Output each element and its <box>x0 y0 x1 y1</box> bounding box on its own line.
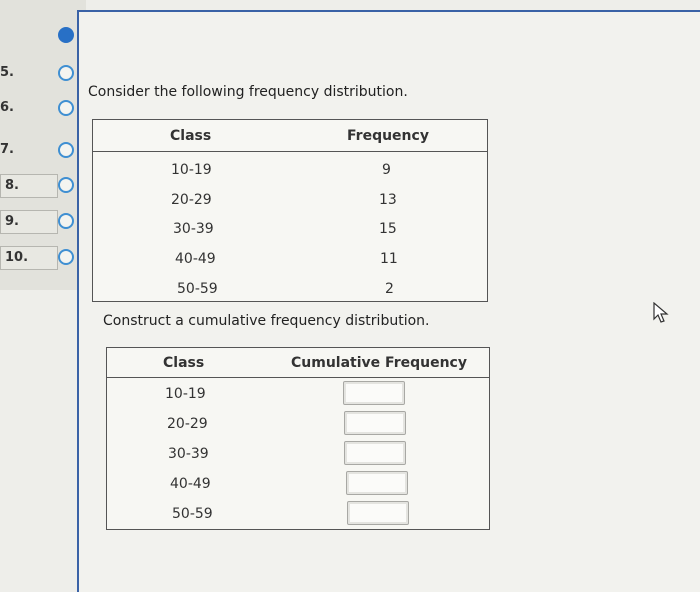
radio-icon[interactable] <box>58 177 74 193</box>
table-cell-class: 40-49 <box>175 251 216 267</box>
nav-item-label: 10. <box>0 246 58 270</box>
table-header <box>93 120 487 152</box>
table-cell-frequency: 11 <box>380 251 398 267</box>
cumulative-frequency-input-10-19[interactable] <box>343 381 405 405</box>
radio-icon[interactable] <box>58 65 74 81</box>
column-header-class: Class <box>170 128 212 144</box>
nav-item-9[interactable] <box>0 204 86 238</box>
nav-item-label: 5. <box>0 65 14 80</box>
nav-item-7[interactable] <box>0 133 86 167</box>
question-instruction: Construct a cumulative frequency distribution. <box>103 313 430 329</box>
radio-icon[interactable] <box>58 249 74 265</box>
table-cell-class: 10-19 <box>165 386 206 402</box>
table-cell-class: 30-39 <box>173 221 214 237</box>
question-prompt: Consider the following frequency distribution. <box>88 84 408 100</box>
cumulative-frequency-input-20-29[interactable] <box>344 411 406 435</box>
frequency-table <box>92 119 488 302</box>
nav-item-label: 9. <box>0 210 58 234</box>
radio-selected-icon[interactable] <box>58 27 74 43</box>
table-cell-frequency: 9 <box>382 162 391 178</box>
cumulative-frequency-input-50-59[interactable] <box>347 501 409 525</box>
cumulative-frequency-input-40-49[interactable] <box>346 471 408 495</box>
column-header-cumulative-frequency: Cumulative Frequency <box>291 355 467 371</box>
column-header-class: Class <box>163 355 205 371</box>
table-cell-class: 20-29 <box>171 192 212 208</box>
radio-icon[interactable] <box>58 213 74 229</box>
radio-icon[interactable] <box>58 100 74 116</box>
nav-item-label: 6. <box>0 100 14 115</box>
cumulative-frequency-table <box>106 347 490 530</box>
table-cell-class: 30-39 <box>168 446 209 462</box>
nav-item-10[interactable] <box>0 240 86 274</box>
nav-item-current[interactable] <box>0 18 86 52</box>
mouse-pointer-icon <box>652 302 670 324</box>
table-header <box>107 348 489 378</box>
nav-item-label: 7. <box>0 142 14 157</box>
table-cell-class: 10-19 <box>171 162 212 178</box>
radio-icon[interactable] <box>58 142 74 158</box>
table-cell-class: 50-59 <box>172 506 213 522</box>
cumulative-frequency-input-30-39[interactable] <box>344 441 406 465</box>
table-cell-frequency: 13 <box>379 192 397 208</box>
table-cell-frequency: 2 <box>385 281 394 297</box>
question-nav <box>0 0 86 290</box>
nav-item-6[interactable] <box>0 91 86 125</box>
table-cell-class: 40-49 <box>170 476 211 492</box>
nav-item-5[interactable] <box>0 56 86 90</box>
nav-item-8[interactable] <box>0 168 86 202</box>
table-cell-class: 50-59 <box>177 281 218 297</box>
column-header-frequency: Frequency <box>347 128 429 144</box>
table-cell-class: 20-29 <box>167 416 208 432</box>
nav-item-label <box>6 24 58 46</box>
nav-item-label: 8. <box>0 174 58 198</box>
table-cell-frequency: 15 <box>379 221 397 237</box>
